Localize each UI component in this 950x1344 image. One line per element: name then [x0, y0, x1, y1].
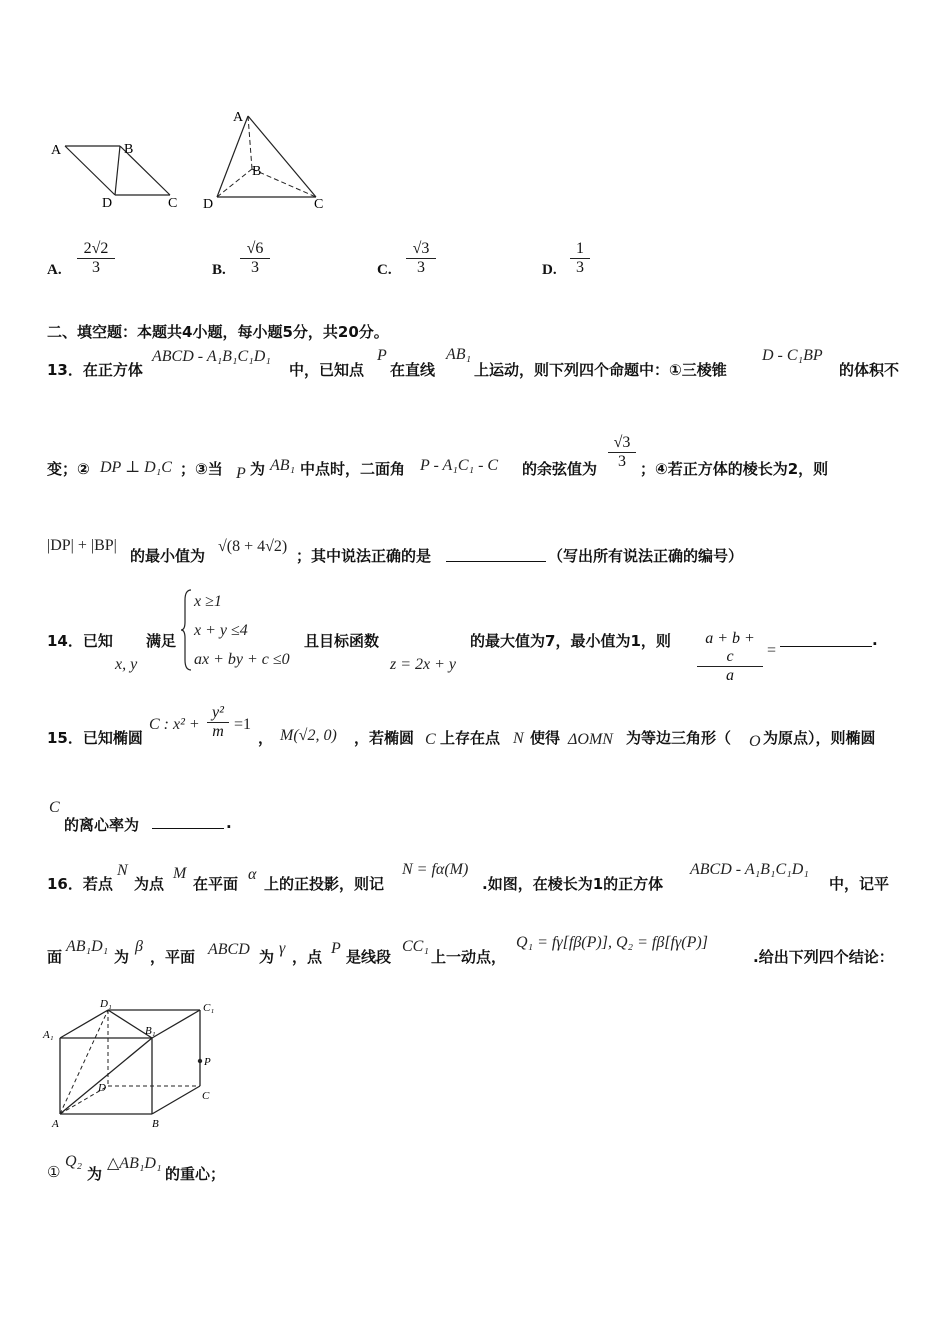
choice-b-label: B. — [212, 262, 226, 278]
edge-ac — [248, 116, 316, 197]
svg-text:D₁: D₁ — [100, 998, 112, 1010]
svg-text:D: D — [98, 1082, 106, 1094]
q15-ellipse-fraction: y² m — [207, 704, 229, 741]
q16-q-definition: Q₁ = fγ[fβ(P)], Q₂ = fβ[fγ(P)] — [516, 934, 708, 951]
choice-c-label: C. — [377, 262, 392, 278]
choice-a-fraction — [77, 240, 115, 277]
q13-perp: DP ⊥ D₁C — [100, 459, 172, 476]
choice-b-fraction — [240, 240, 270, 277]
q13-min-value: √(8 + 4√2) — [218, 538, 288, 555]
choice-c-num: √3 — [412, 240, 430, 257]
q14-fraction: a + b + c a — [697, 630, 763, 685]
section-header: 二、填空题：本题共4小题，每小题5分，共20分。 — [47, 323, 389, 341]
q13-pyramid: D - C₁BP — [762, 347, 823, 364]
choice-d-label: D. — [542, 262, 557, 278]
q16-segment-cc1: CC₁ — [402, 938, 429, 955]
q15-answer-blank[interactable] — [152, 812, 224, 829]
edge-bd — [115, 146, 120, 195]
svg-text:A: A — [52, 1118, 59, 1130]
label-d: D — [102, 196, 113, 210]
q13-dihedral: P - A₁C₁ - C — [420, 457, 499, 474]
edge-bc-hidden — [252, 169, 316, 197]
q16-triangle: △AB₁D₁ — [107, 1155, 162, 1172]
q13-answer-blank[interactable] — [446, 544, 546, 562]
q13-cube: ABCD - A₁B₁C₁D₁ — [152, 348, 271, 365]
choice-a-den: 3 — [92, 259, 100, 276]
parallelogram-figure — [45, 128, 190, 210]
choice-b-num: √6 — [246, 240, 264, 257]
q14-brace — [180, 588, 192, 672]
svg-text:P: P — [204, 1056, 211, 1068]
choice-b-den: 3 — [251, 259, 259, 276]
q15-ellipse-left: C : x² + — [149, 716, 200, 733]
q14-constraint-1: x ≥1 — [194, 593, 222, 610]
edge-ab-hidden — [248, 116, 252, 169]
q15-number: 15．已知椭圆 — [47, 729, 143, 747]
q14-objective: z = 2x + y — [390, 656, 457, 673]
q14-constraint-3: ax + by + c ≤0 — [194, 651, 290, 668]
label-c: C — [314, 197, 324, 212]
q14-vars: x, y — [115, 656, 138, 673]
q13-number: 13．在正方体 — [47, 361, 143, 379]
svg-text:B: B — [152, 1118, 159, 1130]
label-b: B — [124, 142, 134, 157]
q15-triangle: ΔOMN — [568, 731, 613, 748]
svg-text:B₁: B₁ — [145, 1025, 156, 1037]
q16-projection-def: N = fα(M) — [402, 861, 469, 878]
q16-cube: ABCD - A₁B₁C₁D₁ — [690, 861, 809, 878]
q13-point-p: P — [377, 347, 387, 364]
choice-d-fraction — [570, 240, 590, 277]
choice-a-label: A. — [47, 262, 62, 278]
point-p — [198, 1059, 202, 1063]
svg-text:A₁: A₁ — [43, 1029, 54, 1041]
label-c: C — [168, 196, 178, 210]
choice-c-fraction — [406, 240, 436, 277]
edge-ad — [65, 146, 115, 195]
choice-a-num: 2√2 — [83, 240, 109, 257]
label-b: B — [252, 164, 262, 179]
q16-plane-gamma: ABCD — [208, 941, 250, 958]
q16-cube-figure — [40, 996, 230, 1134]
q13-cos-fraction: √3 3 — [608, 434, 636, 471]
pyramid-figure — [200, 104, 335, 216]
label-a: A — [233, 110, 244, 125]
q14-number: 14．已知 — [47, 632, 113, 650]
label-a: A — [51, 143, 62, 158]
q14-answer-blank[interactable] — [780, 630, 872, 647]
svg-text:C₁: C₁ — [203, 1002, 215, 1014]
q15-point-m: M(√2, 0) — [280, 727, 337, 744]
q14-constraint-2: x + y ≤4 — [194, 622, 248, 639]
choice-d-num: 1 — [576, 240, 584, 257]
choice-d-den: 3 — [576, 259, 584, 276]
choice-c-den: 3 — [417, 259, 425, 276]
q16-number: 16．若点 — [47, 875, 113, 893]
q16-plane-beta: AB₁D₁ — [66, 938, 109, 955]
label-d: D — [203, 197, 214, 212]
svg-text:C: C — [202, 1090, 210, 1102]
q13-sum: |DP| + |BP| — [47, 537, 117, 554]
q13-line-ab1: AB₁ — [446, 346, 472, 363]
